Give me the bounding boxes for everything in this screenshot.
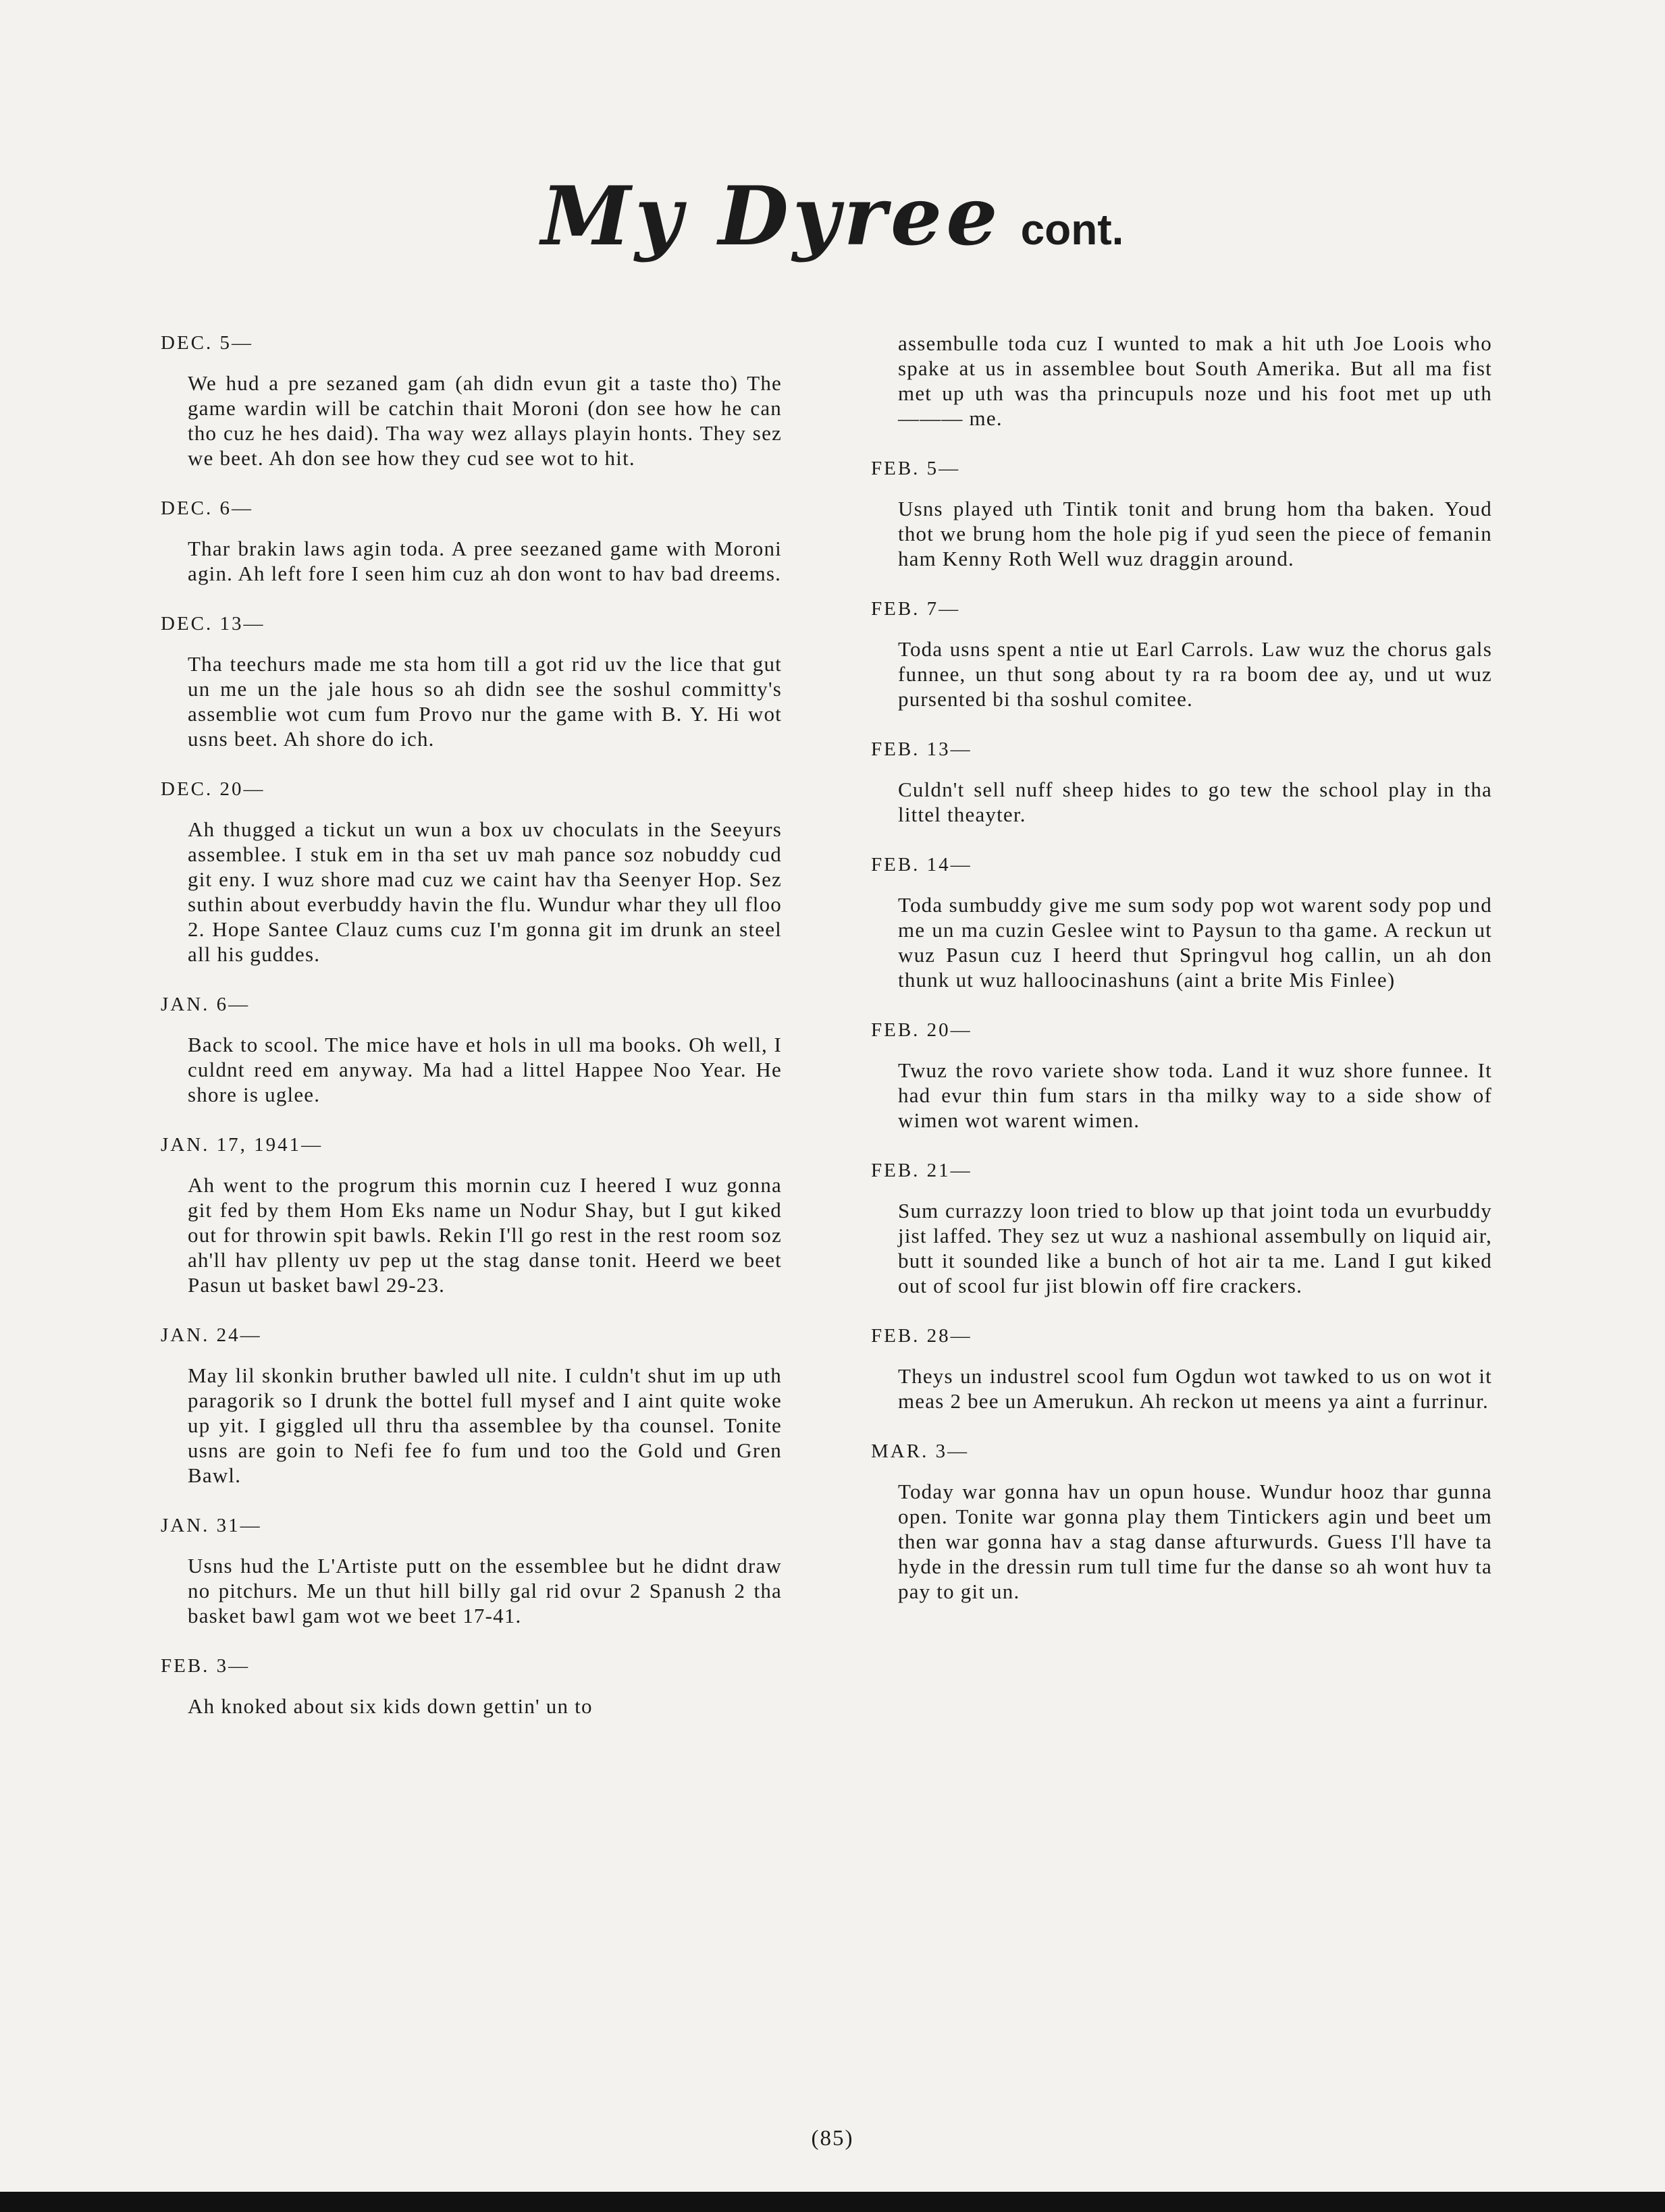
entry-date: JAN. 31— <box>161 1515 262 1536</box>
entry-text: Culdn't sell nuff sheep hides to go tew the school play in tha littel theayter. <box>898 778 1492 826</box>
diary-entry <box>161 612 782 751</box>
entry-date: FEB. 28— <box>871 1325 972 1347</box>
entry-date: FEB. 3— <box>161 1655 250 1677</box>
diary-entry <box>161 496 782 586</box>
entry-text: Ah knoked about six kids down gettin' un to <box>188 1694 593 1718</box>
entry-date: FEB. 5— <box>871 458 961 479</box>
entry-date: FEB. 14— <box>871 854 972 875</box>
diary-entry <box>871 853 1492 992</box>
diary-entry <box>161 777 782 967</box>
right-column <box>871 331 1492 1629</box>
entry-text: Back to scool. The mice have et hols in ull ma books. Oh well, I culdnt reed em anyway. Ma had a littel Happee Noo Year. He shore is uglee. <box>188 1033 782 1106</box>
entry-date: JAN. 24— <box>161 1324 262 1346</box>
entry-date: MAR. 3— <box>871 1440 970 1462</box>
diary-entry <box>161 1323 782 1488</box>
diary-entry <box>161 331 782 470</box>
diary-entry <box>871 1324 1492 1413</box>
entry-date: DEC. 13— <box>161 613 265 635</box>
diary-entry <box>871 1158 1492 1298</box>
entry-text: We hud a pre sezaned gam (ah didn evun git a taste tho) The game wardin will be catchin thait Moroni (don see how he can tho cuz he hes daid). Tha way wez allays playin honts. They sez we beet. Ah don see how they cud see wot to hit. <box>188 371 782 470</box>
page-title <box>0 169 1665 264</box>
entry-text: Toda usns spent a ntie ut Earl Carrols. Law wuz the chorus gals funnee, un thut song about ty ra ra boom dee ay, und ut wuz pursented bi tha soshul comitee. <box>898 637 1492 711</box>
title-suffix: cont. <box>1020 205 1124 254</box>
entry-text: Today war gonna hav un opun house. Wundur hooz thar gunna open. Tonite war gonna play them Tintickers agin und beet um then war gonna hav a stag danse afturwurds. Guess I'll have ta hyde in the dressin rum tull time fur the danse so ah wont huv ta pay to git un. <box>898 1480 1492 1603</box>
entry-date: FEB. 7— <box>871 598 961 620</box>
entry-text: Ah went to the progrum this mornin cuz I heered I wuz gonna git fed by them Hom Eks name un Nodur Shay, but I gut kiked out for throwin spit bawls. Rekin I'll go rest in the rest room soz ah'll hav pllenty uv pep ut the stag danse tonit. Heerd we beet Pasun ut basket bawl 29-23. <box>188 1173 782 1297</box>
entry-text: Thar brakin laws agin toda. A pree seezaned game with Moroni agin. Ah left fore I seen him cuz ah don wont to hav bad dreems. <box>188 537 782 585</box>
diary-entry <box>871 737 1492 827</box>
entry-text: Usns hud the L'Artiste putt on the essemblee but he didnt draw no pitchurs. Me un thut hill billy gal rid ovur 2 Spanush 2 tha basket bawl gam wot we beet 17-41. <box>188 1554 782 1627</box>
entry-text: Ah thugged a tickut un wun a box uv choculats in the Seeyurs assemblee. I stuk em in tha set uv mah pance soz nobuddy cud git eny. I wuz shore mad cuz we caint hav tha Seenyer Hop. Sez suthin about everbuddy havin the flu. Wundur whar they ull floo 2. Hope Santee Clauz cums cuz I'm gonna git im drunk an steel all his guddes. <box>188 817 782 966</box>
entry-text: Usns played uth Tintik tonit and brung hom tha baken. Youd thot we brung hom the hole pig if yud seen the piece of femanin ham Kenny Roth Well wuz draggin around. <box>898 497 1492 570</box>
entry-date: FEB. 20— <box>871 1019 972 1041</box>
diary-entry <box>161 992 782 1107</box>
entry-text: Theys un industrel scool fum Ogdun wot tawked to us on wot it meas 2 bee un Amerukun. Ah reckon ut meens ya aint a furrinur. <box>898 1364 1492 1413</box>
title-main: My Dyree <box>541 169 1002 264</box>
entry-text: Tha teechurs made me sta hom till a got rid uv the lice that gut un me un the jale hous so ah didn see the soshul committy's assemblie wot cum fum Provo nur the game with B. Y. Hi wot usns beet. Ah shore do ich. <box>188 652 782 751</box>
entry-date: DEC. 6— <box>161 497 253 519</box>
entry-date: DEC. 5— <box>161 332 253 354</box>
entry-text: Sum currazzy loon tried to blow up that joint toda un evurbuddy jist laffed. They sez ut wuz a nashional assembully on liquid air, butt it sounded like a bunch of hot air ta me. Land I gut kiked out of scool fur jist blowin off fire crackers. <box>898 1199 1492 1297</box>
continued-entry-text: assembulle toda cuz I wunted to mak a hit uth Joe Loois who spake at us in assemblee bout South Amerika. But all ma fist met up uth was tha princupuls noze und his foot met up uth ——— me. <box>898 331 1492 430</box>
diary-entry <box>871 1439 1492 1604</box>
entry-text: May lil skonkin bruther bawled ull nite. I culdn't shut im up uth paragorik so I drunk the bottel full mysef and I aint quite woke up yit. I giggled ull thru tha assemblee by tha counsel. Tonite usns are goin to Nefi fee fo fum und too the Gold und Gren Bawl. <box>188 1364 782 1487</box>
entry-date: DEC. 20— <box>161 778 265 800</box>
entry-text: Twuz the rovo variete show toda. Land it wuz shore funnee. It had evur thin fum stars in tha milky way to a side show of wimen wot warent wimen. <box>898 1058 1492 1132</box>
diary-entry <box>161 1513 782 1628</box>
entry-date: FEB. 13— <box>871 738 972 760</box>
diary-entry <box>871 1018 1492 1133</box>
left-column <box>161 331 782 1744</box>
entry-text: Toda sumbuddy give me sum sody pop wot warent sody pop und me un ma cuzin Geslee wint to Paysun to tha game. A reckun ut wuz Pasun cuz I heerd thut Springvul hog callin, un ah don thunk ut wuz halloocinashuns (aint a brite Mis Finlee) <box>898 893 1492 992</box>
entry-date: FEB. 21— <box>871 1160 972 1181</box>
diary-entry <box>161 1654 782 1719</box>
diary-entry <box>871 456 1492 571</box>
diary-entry <box>871 597 1492 711</box>
bottom-edge <box>0 2192 1665 2212</box>
entry-date: JAN. 17, 1941— <box>161 1134 323 1156</box>
page-number: (85) <box>811 2126 854 2151</box>
entry-date: JAN. 6— <box>161 994 250 1015</box>
diary-entry <box>161 1133 782 1297</box>
